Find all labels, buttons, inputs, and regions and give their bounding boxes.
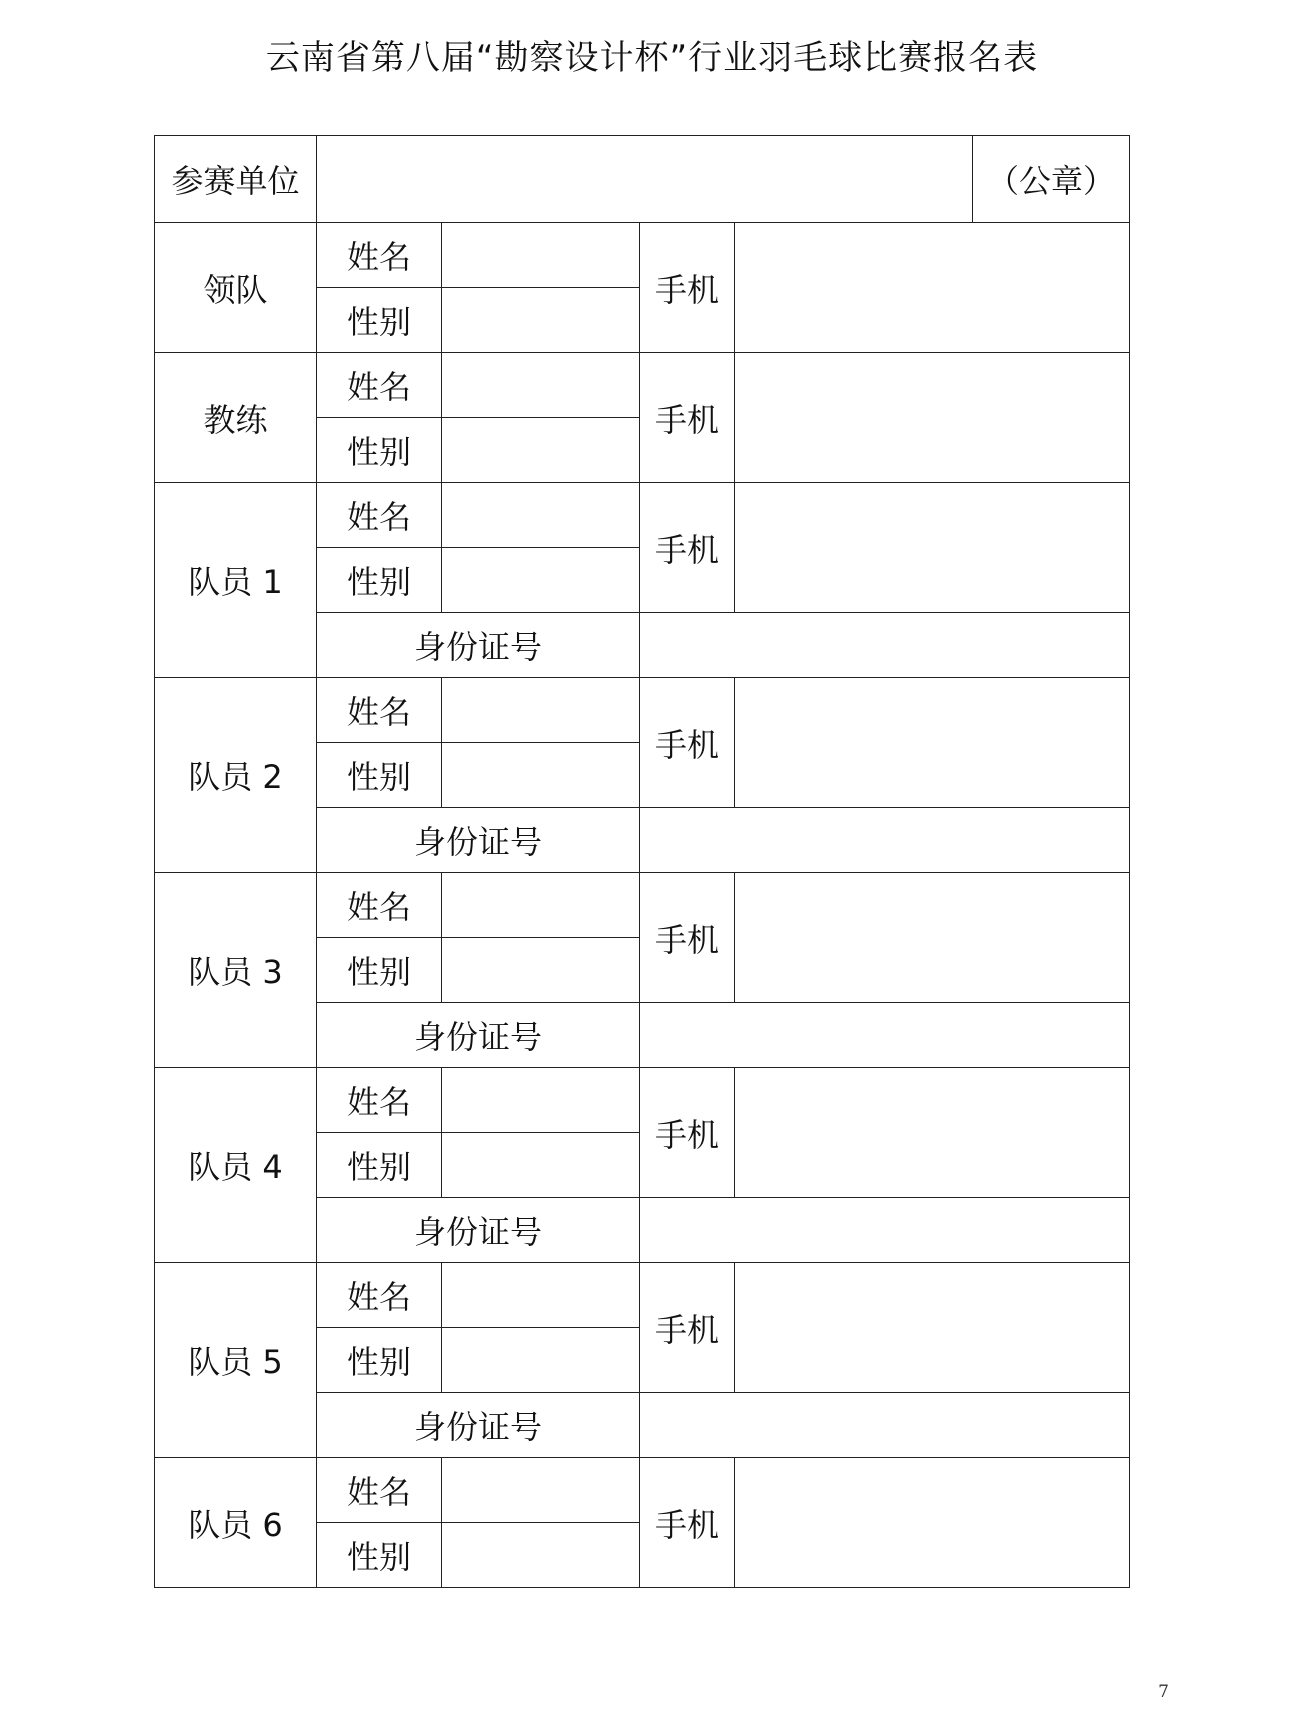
gender-label: 性别 bbox=[317, 938, 442, 1003]
phone-label: 手机 bbox=[640, 1068, 735, 1198]
section-label-player-3: 队员 3 bbox=[155, 873, 317, 1068]
player4-id-input[interactable] bbox=[640, 1198, 1130, 1263]
section-label-leader: 领队 bbox=[155, 223, 317, 353]
name-label: 姓名 bbox=[317, 223, 442, 288]
id-number-label: 身份证号 bbox=[317, 1393, 640, 1458]
section-label-coach: 教练 bbox=[155, 353, 317, 483]
leader-name-input[interactable] bbox=[442, 223, 640, 288]
player6-phone-input[interactable] bbox=[735, 1458, 1130, 1588]
section-label-player-1: 队员 1 bbox=[155, 483, 317, 678]
stamp-note: （公章） bbox=[973, 136, 1130, 223]
name-label: 姓名 bbox=[317, 483, 442, 548]
player5-phone-input[interactable] bbox=[735, 1263, 1130, 1393]
leader-name-row bbox=[155, 223, 1130, 288]
leader-gender-input[interactable] bbox=[442, 288, 640, 353]
player5-name-row bbox=[155, 1263, 1130, 1328]
name-label: 姓名 bbox=[317, 1068, 442, 1133]
section-label-player-5: 队员 5 bbox=[155, 1263, 317, 1458]
phone-label: 手机 bbox=[640, 223, 735, 353]
page-title: 云南省第八届“勘察设计杯”行业羽毛球比赛报名表 bbox=[265, 38, 1039, 78]
player3-name-row bbox=[155, 873, 1130, 938]
player4-phone-input[interactable] bbox=[735, 1068, 1130, 1198]
gender-label: 性别 bbox=[317, 288, 442, 353]
coach-phone-input[interactable] bbox=[735, 353, 1130, 483]
player1-phone-input[interactable] bbox=[735, 483, 1130, 613]
coach-name-row bbox=[155, 353, 1130, 418]
unit-input-cell[interactable] bbox=[317, 136, 973, 223]
player2-name-row bbox=[155, 678, 1130, 743]
player4-name-row bbox=[155, 1068, 1130, 1133]
player1-name-row bbox=[155, 483, 1130, 548]
gender-label: 性别 bbox=[317, 548, 442, 613]
name-label: 姓名 bbox=[317, 678, 442, 743]
registration-form-table bbox=[154, 135, 1130, 1588]
gender-label: 性别 bbox=[317, 1328, 442, 1393]
name-label: 姓名 bbox=[317, 1263, 442, 1328]
coach-gender-input[interactable] bbox=[442, 418, 640, 483]
player1-id-input[interactable] bbox=[640, 613, 1130, 678]
player2-id-input[interactable] bbox=[640, 808, 1130, 873]
player5-gender-input[interactable] bbox=[442, 1328, 640, 1393]
id-number-label: 身份证号 bbox=[317, 808, 640, 873]
leader-phone-input[interactable] bbox=[735, 223, 1130, 353]
gender-label: 性别 bbox=[317, 1523, 442, 1588]
phone-label: 手机 bbox=[640, 873, 735, 1003]
name-label: 姓名 bbox=[317, 353, 442, 418]
player2-name-input[interactable] bbox=[442, 678, 640, 743]
phone-label: 手机 bbox=[640, 678, 735, 808]
player2-phone-input[interactable] bbox=[735, 678, 1130, 808]
player4-name-input[interactable] bbox=[442, 1068, 640, 1133]
section-label-player-4: 队员 4 bbox=[155, 1068, 317, 1263]
player5-name-input[interactable] bbox=[442, 1263, 640, 1328]
section-label-player-6: 队员 6 bbox=[155, 1458, 317, 1588]
id-number-label: 身份证号 bbox=[317, 1003, 640, 1068]
name-label: 姓名 bbox=[317, 873, 442, 938]
player3-gender-input[interactable] bbox=[442, 938, 640, 1003]
gender-label: 性别 bbox=[317, 1133, 442, 1198]
player5-id-input[interactable] bbox=[640, 1393, 1130, 1458]
name-label: 姓名 bbox=[317, 1458, 442, 1523]
phone-label: 手机 bbox=[640, 1263, 735, 1393]
unit-label: 参赛单位 bbox=[155, 136, 317, 223]
unit-row bbox=[155, 136, 1130, 223]
gender-label: 性别 bbox=[317, 418, 442, 483]
phone-label: 手机 bbox=[640, 483, 735, 613]
player1-gender-input[interactable] bbox=[442, 548, 640, 613]
coach-name-input[interactable] bbox=[442, 353, 640, 418]
player2-gender-input[interactable] bbox=[442, 743, 640, 808]
phone-label: 手机 bbox=[640, 353, 735, 483]
player1-name-input[interactable] bbox=[442, 483, 640, 548]
section-label-player-2: 队员 2 bbox=[155, 678, 317, 873]
player6-name-row bbox=[155, 1458, 1130, 1523]
player4-gender-input[interactable] bbox=[442, 1133, 640, 1198]
player3-phone-input[interactable] bbox=[735, 873, 1130, 1003]
player6-gender-input[interactable] bbox=[442, 1523, 640, 1588]
gender-label: 性别 bbox=[317, 743, 442, 808]
id-number-label: 身份证号 bbox=[317, 613, 640, 678]
page-number: 7 bbox=[1158, 1682, 1169, 1702]
player3-name-input[interactable] bbox=[442, 873, 640, 938]
player3-id-input[interactable] bbox=[640, 1003, 1130, 1068]
player6-name-input[interactable] bbox=[442, 1458, 640, 1523]
phone-label: 手机 bbox=[640, 1458, 735, 1588]
id-number-label: 身份证号 bbox=[317, 1198, 640, 1263]
